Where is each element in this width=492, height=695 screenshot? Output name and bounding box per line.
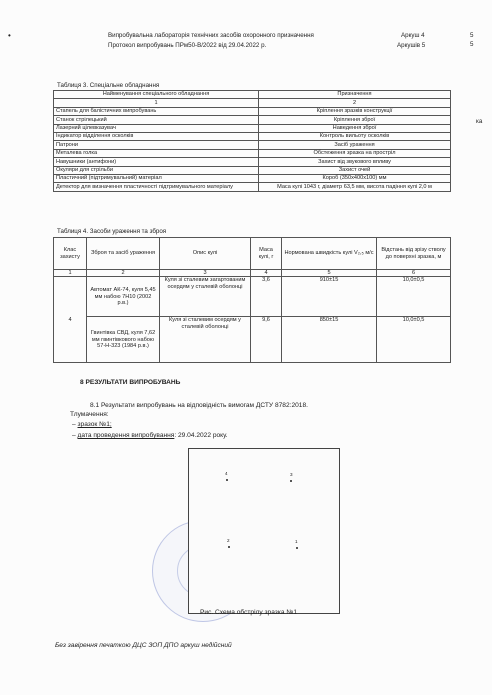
table-row xyxy=(54,174,451,182)
weapons-table xyxy=(53,237,451,363)
table4-cell: Куля зі сталевим загартованим осердям у сталевій оболонці xyxy=(160,277,251,317)
impact-point xyxy=(228,546,230,548)
scheme-caption: Рис. Схема обстрілу зразка №1 xyxy=(200,609,298,616)
table3-cell: Короб (350х400х100) мм xyxy=(259,174,451,182)
table4-caption: Таблиця 4. Засоби ураження та зброя xyxy=(57,228,167,235)
impact-point xyxy=(290,480,292,482)
table3-cell: Кріплення зброї xyxy=(259,116,451,124)
table3-header-name: Найменування спеціального обладнання xyxy=(54,91,259,99)
shot-scheme-frame xyxy=(188,448,340,614)
table3-cell: Лазерний цілевказувач xyxy=(54,124,259,132)
section-title: 8 РЕЗУЛЬТАТИ ВИПРОБУВАНЬ xyxy=(80,379,181,386)
table3-cell: Наведення зброї xyxy=(259,124,451,132)
table3-num-2: 2 xyxy=(259,99,451,107)
table3-cell: Детектор для визначення пластичності підтримувального матеріалу xyxy=(54,183,259,191)
table4-header-weapon: Зброя та засіб ураження xyxy=(87,238,160,270)
table3-header-purpose: Призначення xyxy=(259,91,451,99)
footer-note: Без завірення печаткою ДЦС ЗОП ДПО аркуш недійсний xyxy=(55,642,232,649)
margin-number-1: 5 xyxy=(470,32,474,39)
table3-cell: Захист очей xyxy=(259,166,451,174)
table3-cell: Станок стрілецький xyxy=(54,116,259,124)
table3-cell: Захист від звукового впливу xyxy=(259,158,451,166)
table3-cell: Пластичний (підтримувальний) матеріал xyxy=(54,174,259,182)
table3-cell: Навушники (антифони) xyxy=(54,158,259,166)
date-value: : 29.04.2022 року. xyxy=(174,432,228,439)
date-label: дата проведення випробування xyxy=(77,432,175,439)
table4-cell: 3,6 xyxy=(251,277,282,317)
table4-header-class: Клас захисту xyxy=(54,238,87,270)
explanation-label: Тлумачення: xyxy=(70,411,109,418)
table4-num: 4 xyxy=(251,270,282,277)
table4-num: 1 xyxy=(54,270,87,277)
table4-num: 6 xyxy=(377,270,451,277)
table4-header-bullet: Опис кулі xyxy=(160,238,251,270)
table4-cell: 910±15 xyxy=(282,277,377,317)
impact-label: 4 xyxy=(225,471,228,476)
table4-header-speed: Нормована швидкість кулі V₂,₅ м/с xyxy=(282,238,377,270)
lab-name: Випробувальна лабораторія технічних засобів охоронного призначення xyxy=(108,32,314,39)
table4-header-mass: Маса кулі, г xyxy=(251,238,282,270)
date-line xyxy=(72,432,228,439)
table-row xyxy=(54,132,451,140)
margin-side-text: ка xyxy=(476,118,483,125)
impact-label: 1 xyxy=(295,539,298,544)
table-row xyxy=(54,317,451,363)
list-dash: – xyxy=(72,421,78,428)
table3-cell: Кріплення зразків конструкції xyxy=(259,107,451,115)
table3-num-1: 1 xyxy=(54,99,259,107)
table-row xyxy=(54,149,451,157)
special-equipment-table xyxy=(53,90,451,192)
table4-cell: Гвинтівка СВД, куля 7,62 мм гвинтівкового набою 57-Н-323 (1984 р.в.) xyxy=(87,317,160,363)
sample-name: зразок №1; xyxy=(77,421,112,428)
impact-point xyxy=(226,479,228,481)
table4-num: 3 xyxy=(160,270,251,277)
table3-cell: Патрони xyxy=(54,141,259,149)
table-row xyxy=(54,107,451,115)
table-row xyxy=(54,158,451,166)
table3-cell: Обстеження зразка на простріл xyxy=(259,149,451,157)
table3-cell: Індикатор відділення осколків xyxy=(54,132,259,140)
table4-cell: 10,0±0,5 xyxy=(377,277,451,317)
table3-cell: Контроль вильоту осколків xyxy=(259,132,451,140)
table4-cell: Куля зі сталевим осердям у сталевій оболонці xyxy=(160,317,251,363)
table-row xyxy=(54,183,451,191)
table4-header-distance: Відстань від зрізу стволу до поверхні зразка, м xyxy=(377,238,451,270)
table3-caption: Таблиця 3. Спеціальне обладнання xyxy=(57,82,160,89)
table-row xyxy=(54,124,451,132)
impact-label: 2 xyxy=(227,538,230,543)
margin-mark: • xyxy=(8,31,11,40)
impact-label: 3 xyxy=(290,472,293,477)
table3-cell: Металева голка xyxy=(54,149,259,157)
table4-cell: 850±15 xyxy=(282,317,377,363)
table3-cell: Стапель для балістичних випробувань xyxy=(54,107,259,115)
table4-cell: Автомат АК-74, куля 5,45 мм набою 7Н10 (2002 р.в.) xyxy=(87,277,160,317)
table4-num: 2 xyxy=(87,270,160,277)
table-row xyxy=(54,141,451,149)
list-dash: – xyxy=(72,432,78,439)
table-row xyxy=(54,116,451,124)
table3-cell: Маса кулі 1043 г, діаметр 63,5 мм, висота падіння кулі 2,0 м xyxy=(259,183,451,191)
impact-point xyxy=(296,547,298,549)
results-paragraph: 8.1 Результати випробувань на відповідність вимогам ДСТУ 8782:2018. xyxy=(90,402,308,409)
table-row xyxy=(54,166,451,174)
table4-class-cell: 4 xyxy=(54,277,87,363)
table3-cell: Засіб ураження xyxy=(259,141,451,149)
table4-num: 5 xyxy=(282,270,377,277)
margin-number-2: 5 xyxy=(470,41,474,48)
protocol-number: Протокол випробувань ПРм50-В/2022 від 29.04.2022 р. xyxy=(108,42,267,49)
table3-cell: Окуляри для стрільби xyxy=(54,166,259,174)
sample-line xyxy=(72,421,112,428)
table-row xyxy=(54,277,451,317)
sheets-total: Аркушів 5 xyxy=(397,42,426,49)
sheet-number: Аркуш 4 xyxy=(401,32,425,39)
table4-cell: 10,0±0,5 xyxy=(377,317,451,363)
table4-cell: 9,6 xyxy=(251,317,282,363)
